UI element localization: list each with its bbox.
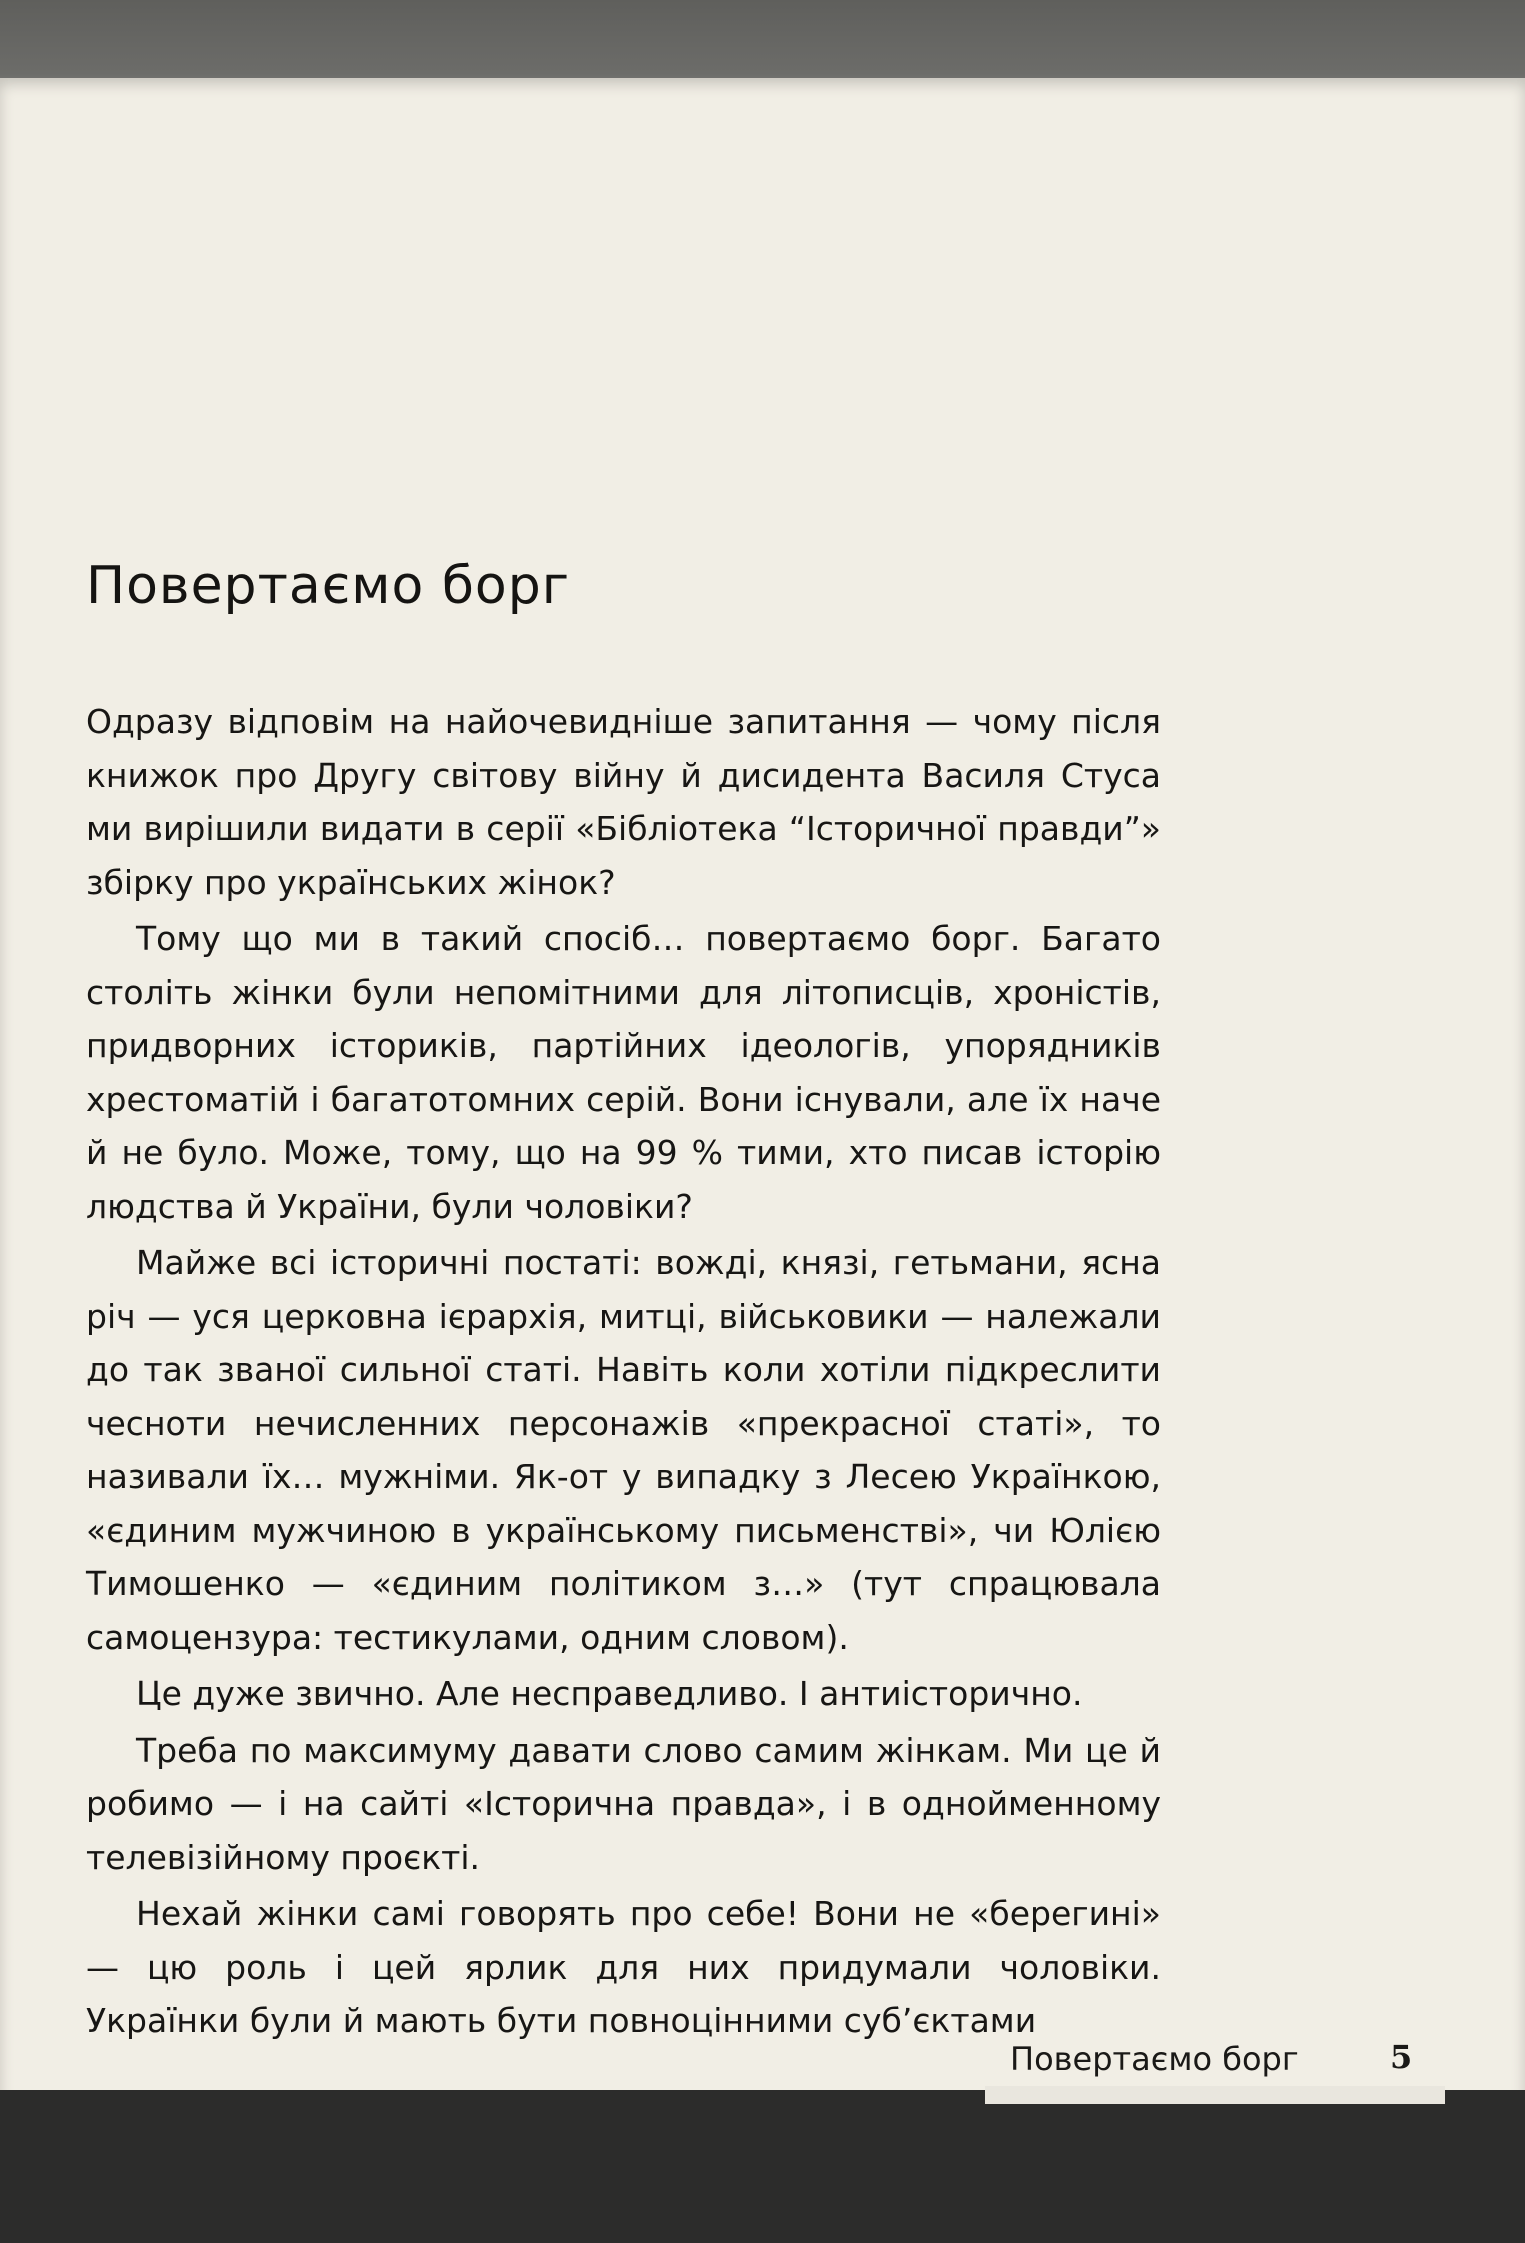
paragraph-5: Треба по максимуму давати слово самим жінкам. Ми це й робимо — і на сайті «Історична правда», і в однойменному телевізійному проєкті. — [86, 1730, 1161, 1877]
paragraph-6: Нехай жінки самі говорять про себе! Вони не «берегині» — цю роль і цей ярлик для них придумали чоловіки. Українки були й мають бути повноцінними суб’єктами — [86, 1894, 1161, 2040]
body-text — [86, 695, 1161, 2051]
page-bottom-strip — [985, 2086, 1445, 2104]
paragraph-3: Майже всі історичні постаті: вожді, князі, гетьмани, ясна річ — уся церковна ієрархія, митці, військовики — належали до так званої сильної статі. Навіть коли хотіли підкреслити чесноти нечисленних персонажів «прекрасної статі», то називали їх… мужніми. Як-от у випадку з Лесею Українкою, «єдиним мужчиною в українському письменстві», чи Юлією Тимошенко — «єдиним політиком з…» (тут спрацювала самоцензура: тестикулами, одним словом). — [86, 1243, 1161, 1657]
page-number: 5 — [1390, 2038, 1413, 2076]
paragraph-1: Одразу відповім на найочевидніше запитання — чому після книжок про Другу світову війну й дисидента Василя Стуса ми вирішили видати в серії «Бібліотека “Історичної правди”» збірку про українських жінок? — [86, 702, 1161, 902]
running-footer-title: Повертаємо борг — [1010, 2040, 1299, 2078]
scan-bottom-edge — [0, 2090, 1525, 2243]
paragraph-2: Тому що ми в такий спосіб… повертаємо борг. Багато століть жінки були непомітними для літописців, хроністів, придворних істориків, партійних ідеологів, упорядників хрестоматій і багатотомних серій. Вони існували, але їх наче й не було. Може, тому, що на 99 % тими, хто писав історію людства й України, були чоловіки? — [86, 919, 1161, 1226]
paragraph-4: Це дуже звично. Але несправедливо. І антиісторично. — [136, 1674, 1083, 1713]
chapter-title: Повертаємо борг — [86, 556, 571, 616]
